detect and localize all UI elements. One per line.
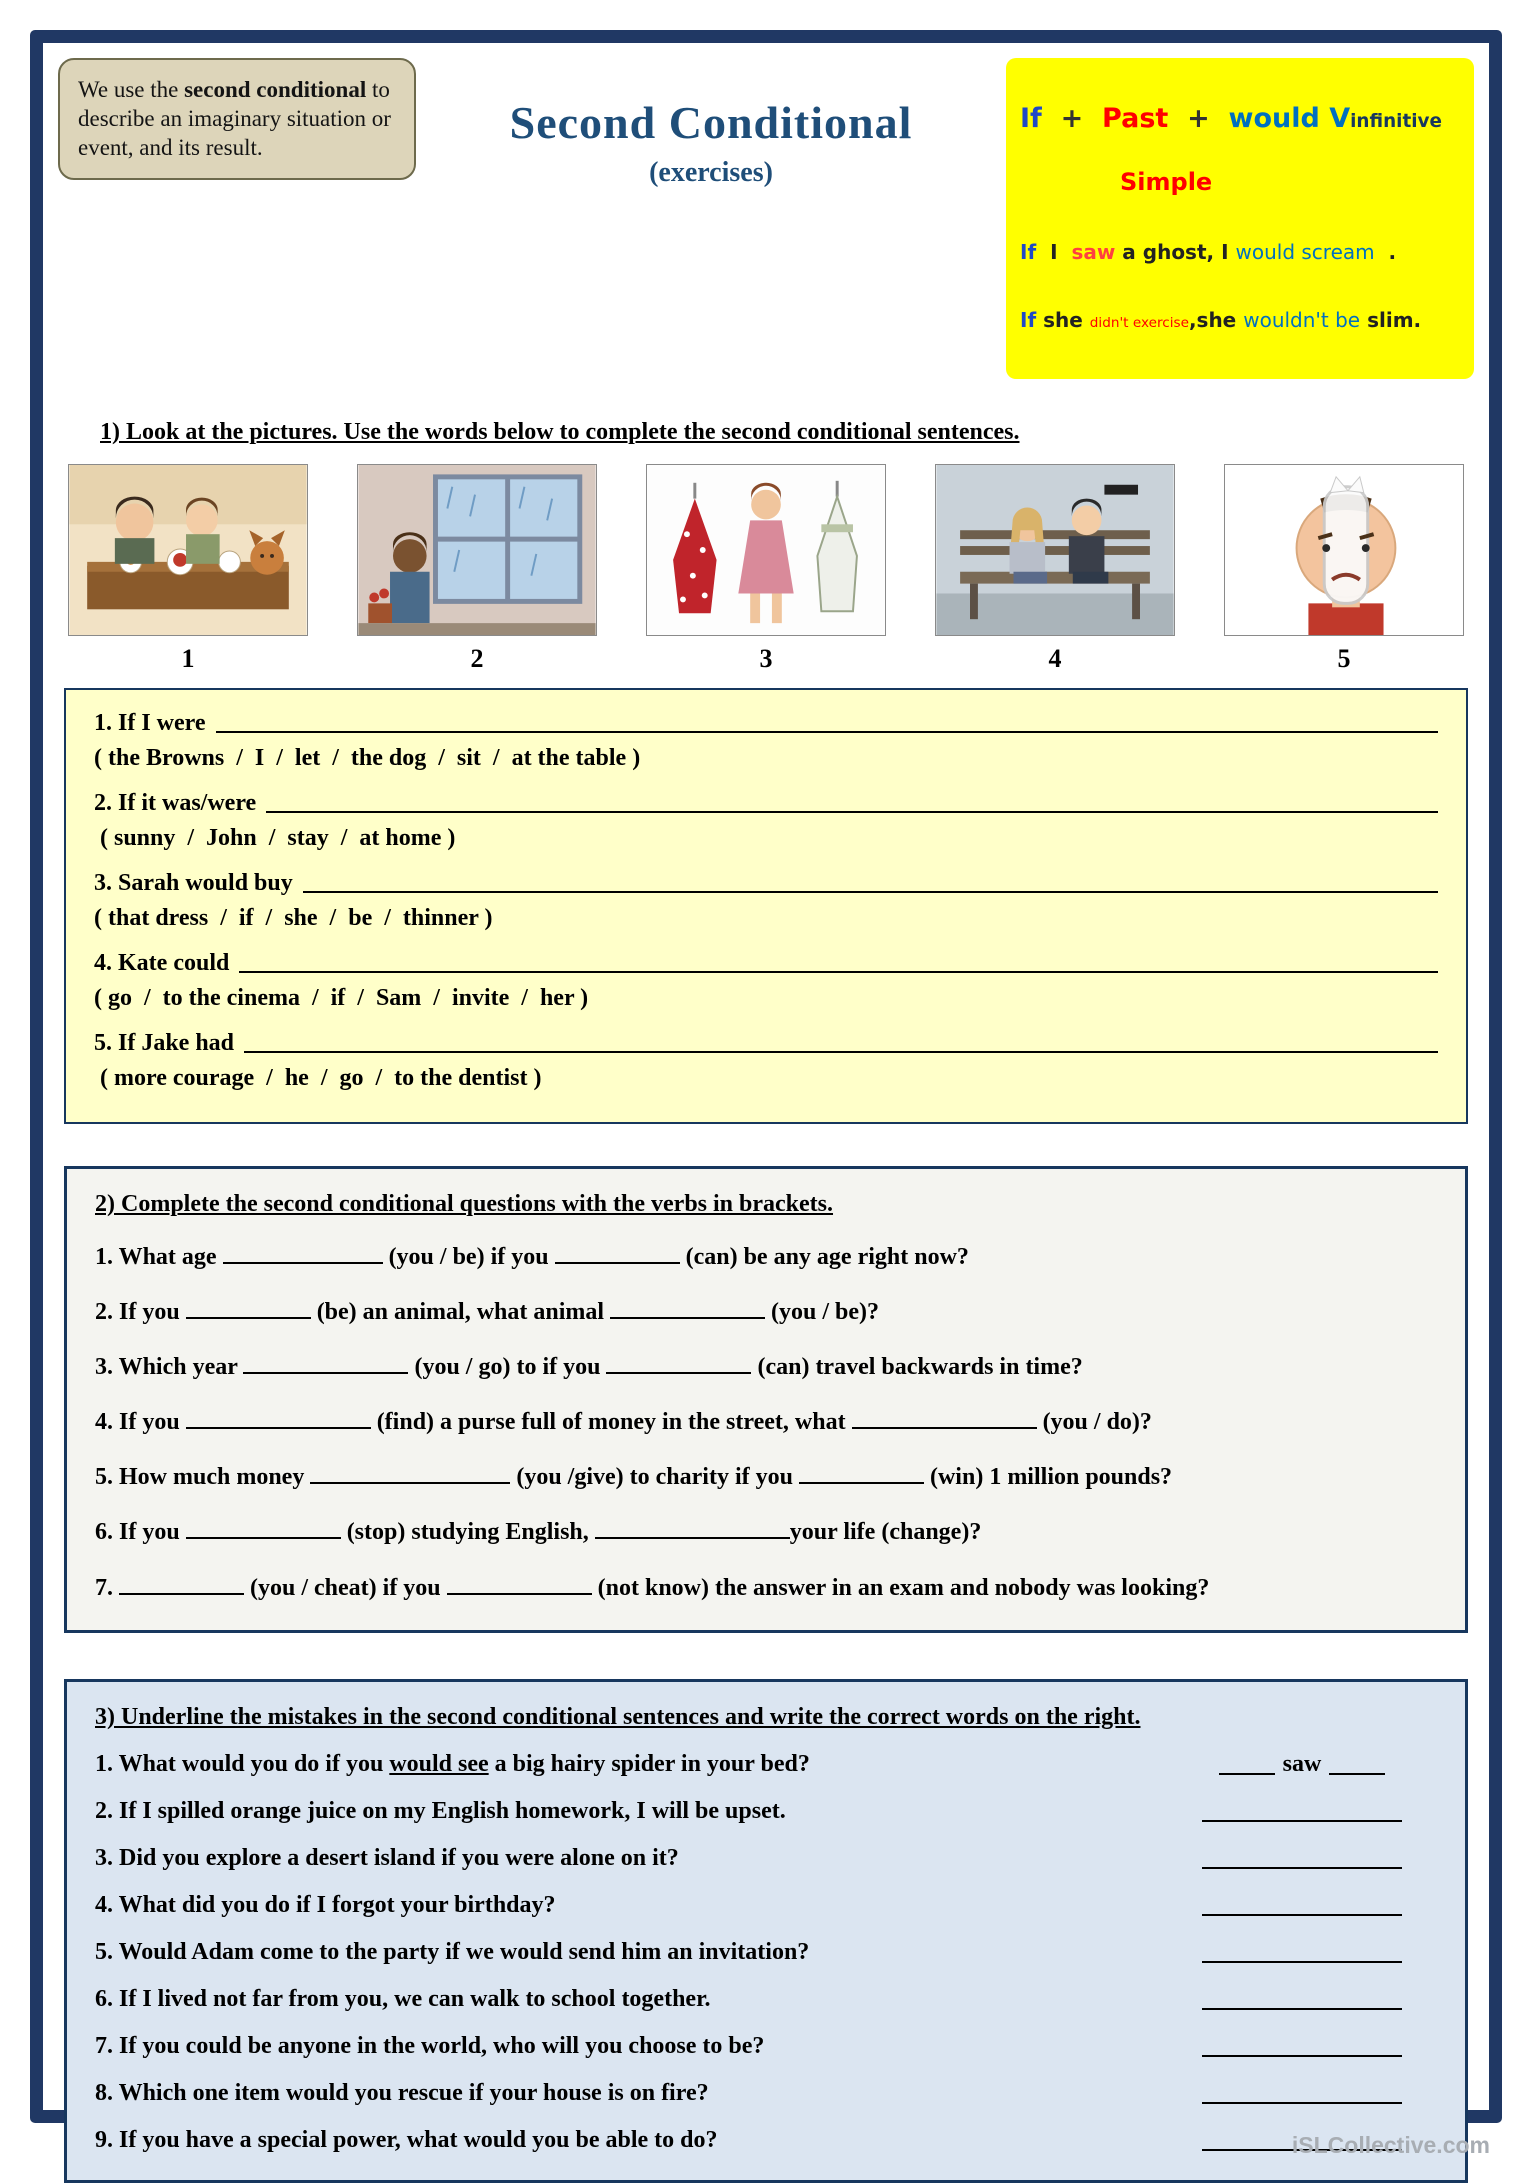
sentence-with-mistake [95,1892,1167,1919]
intro-note-box [58,58,416,180]
sentence-with-mistake [95,2127,1167,2154]
exercise2-question [95,1462,1437,1493]
answer-blank[interactable] [1202,2083,1402,2103]
text-segment: + [1168,102,1229,134]
answer-blank[interactable] [239,951,1438,973]
answer-blank[interactable] [1329,1754,1385,1774]
sentence-stem: 1. If I were [94,709,206,736]
picture-couple-on-bench [935,464,1175,674]
exercise2-question [95,1242,1437,1273]
text-segment: 3. Which year [95,1353,244,1380]
text-segment: If [1020,102,1042,134]
couple-on-bench-illustration [935,464,1175,636]
exercise1-item [94,790,1438,852]
exercise3-sentence-row [95,1798,1437,1825]
text-segment: 4. What did you do if I forgot your birthday? [95,1891,556,1918]
picture-number: 1 [181,643,195,673]
text-segment: 2. If you [95,1298,186,1325]
text-segment: would scream [1235,239,1375,264]
title-block [416,58,1006,189]
text-segment: (you /give) to charity if you [510,1464,799,1491]
answer-blank[interactable] [595,1519,790,1539]
exercise2-question [95,1407,1437,1438]
text-segment: + [1041,102,1103,134]
man-with-toothache-illustration [1224,464,1464,636]
text-segment: (be) an animal, what animal [310,1298,611,1325]
exercise3-sentence-row [95,2033,1437,2060]
text-segment: Simple [1120,167,1213,196]
sentence-with-mistake [95,1751,1167,1778]
text-segment: Past [1102,102,1169,134]
picture-rainy-window [357,464,597,674]
exercise1-item [94,710,1438,772]
word-prompt: ( go / to the cinema / if / Sam / invite / her ) [94,984,589,1011]
text-segment: 1. What age [95,1243,223,1270]
exercise1-item [94,950,1438,1012]
picture-number: 3 [759,643,773,673]
answer-blank[interactable] [1202,1801,1402,1821]
word-prompt: ( more courage / he / go / to the dentist ) [94,1064,542,1091]
answer-blank[interactable] [1219,1754,1275,1774]
correction-area [1167,1895,1437,1918]
text-segment: didn't exercise [1089,314,1189,331]
text-segment: 8. Which one item would you rescue if your house is on fire? [95,2079,709,2106]
exercise3-header: 3) Underline the mistakes in the second conditional sentences and write the correct words on the right. [95,1703,1141,1730]
sentence-stem: 2. If it was/were [94,789,257,816]
exercise2-header: 2) Complete the second conditional questions with the verbs in brackets. [95,1190,834,1217]
correction-area [1167,1848,1437,1871]
word-prompt: ( sunny / John / stay / at home ) [94,824,456,851]
correction-area [1167,1751,1437,1778]
picture-toothache-man [1224,464,1464,674]
text-segment: (stop) studying English, [340,1519,595,1546]
text-segment: (can) be any age right now? [679,1243,969,1270]
sentence-stem: 3. Sarah would buy [94,869,293,896]
text-segment: 2. If I spilled orange juice on my English homework, I will be upset. [95,1797,786,1824]
exercise2-box [64,1166,1468,1633]
exercise3-sentence-row [95,2127,1437,2154]
text-segment: If [1020,239,1037,264]
answer-blank[interactable] [1202,1942,1402,1962]
answer-blank[interactable] [606,1354,751,1374]
answer-blank[interactable] [1202,1895,1402,1915]
answer-blank[interactable] [799,1464,924,1484]
exercise3-sentence-row [95,1751,1437,1778]
sentence-with-mistake [95,1845,1167,1872]
sentence-with-mistake [95,1939,1167,1966]
correction-area [1167,2036,1437,2059]
text-segment: (can) travel backwards in time? [751,1353,1083,1380]
text-segment: 4. If you [95,1409,186,1436]
sentence-with-mistake [95,1986,1167,2013]
text-segment: (you / do)? [1036,1409,1152,1436]
formula-line-simple [1020,169,1460,197]
text-segment: I [1214,239,1236,264]
text-segment: saw [1071,239,1116,264]
correction-area [1167,1989,1437,2012]
text-segment: 9. If you have a special power, what would you be able to do? [95,2126,718,2153]
family-dinner-illustration [68,464,308,636]
answer-blank[interactable] [186,1409,371,1429]
text-segment: would see [389,1750,489,1777]
text-segment: wouldn't be [1243,307,1361,332]
answer-blank[interactable] [216,711,1438,733]
answer-blank[interactable] [186,1519,341,1539]
sentence-with-mistake [95,1798,1167,1825]
answer-blank[interactable] [119,1574,244,1594]
text-segment: (find) a purse full of money in the street, what [370,1409,852,1436]
text-segment: 7. If you could be anyone in the world, who will you choose to be? [95,2032,765,2059]
correction-area [1167,2083,1437,2106]
correction-area [1167,1801,1437,1824]
pictures-row [58,464,1474,674]
text-segment: a big hairy spider in your bed? [488,1750,810,1777]
answer-blank[interactable] [310,1464,510,1484]
picture-family-dinner [68,464,308,674]
picture-number: 4 [1048,643,1062,673]
formula-line-structure [1020,103,1460,134]
word-prompt: ( the Browns / I / let / the dog / sit / at the table ) [94,744,641,771]
text-segment: (you / be) if you [382,1243,555,1270]
text-segment: 5. Would Adam come to the party if we would send him an invitation? [95,1938,810,1965]
sentence-with-mistake [95,2080,1167,2107]
exercise3-sentence-row [95,1845,1437,1872]
text-segment: (you / cheat) if you [244,1574,447,1601]
text-segment: (you / go) to if you [408,1353,607,1380]
picture-dress-shopping [646,464,886,674]
formula-example-ghost [1020,241,1460,264]
text-segment: she [1036,307,1090,332]
text-segment: ,she [1188,307,1244,332]
text-segment: 6. If you [95,1519,186,1546]
text-segment: slim. [1360,307,1422,332]
exercise3-items [95,1751,1437,2154]
answer-blank[interactable] [1202,1848,1402,1868]
text-segment: a ghost, [1115,239,1215,264]
answer-blank[interactable] [555,1243,680,1263]
page-subtitle: (exercises) [649,157,773,188]
text-segment: infinitive [1350,110,1442,132]
text-segment: (you / be)? [765,1298,880,1325]
correction-word: saw [1282,1750,1322,1777]
answer-blank[interactable] [266,791,1438,813]
watermark: iSLCollective.com [1291,2132,1490,2158]
text-segment: If [1020,307,1037,332]
exercise1-header: 1) Look at the pictures. Use the words below to complete the second conditional sentences. [100,418,1020,445]
text-segment: 1. What would you do if you [95,1750,390,1777]
text-segment: 5. How much money [95,1464,311,1491]
sentence-with-mistake [95,2033,1167,2060]
picture-number: 2 [470,643,484,673]
answer-blank[interactable] [244,1031,1438,1053]
exercise3-sentence-row [95,1892,1437,1919]
header-row [58,58,1474,379]
exercise1-item [94,1030,1438,1092]
exercise3-box [64,1679,1468,2183]
picture-number: 5 [1337,643,1351,673]
page-title: Second Conditional [509,97,913,148]
formula-example-exercise [1020,309,1460,332]
text-segment: 3. Did you explore a desert island if you were alone on it? [95,1844,679,1871]
answer-blank[interactable] [303,871,1438,893]
exercise2-question [95,1352,1437,1383]
exercise1-box [64,688,1468,1124]
answer-blank[interactable] [1202,1989,1402,2009]
exercise2-question [95,1297,1437,1328]
exercise3-sentence-row [95,1939,1437,1966]
text-segment: your life (change)? [789,1519,982,1546]
answer-blank[interactable] [186,1298,311,1318]
text-segment: would V [1228,102,1351,134]
text-segment: 6. If I lived not far from you, we can walk to school together. [95,1985,711,2012]
answer-blank[interactable] [1202,2036,1402,2056]
sentence-stem: 4. Kate could [94,949,230,976]
answer-blank[interactable] [852,1409,1037,1429]
text-segment: (not know) the answer in an exam and nobody was looking? [591,1574,1210,1601]
woman-choosing-dress-illustration [646,464,886,636]
text-segment: We use the [78,77,185,102]
correction-area [1167,1942,1437,1965]
text-segment: I [1036,239,1072,264]
text-segment: (win) 1 million pounds? [923,1464,1173,1491]
exercise2-question [95,1573,1437,1604]
formula-box [1006,58,1474,379]
text-segment: second conditional [184,77,367,102]
exercise1-item [94,870,1438,932]
exercise3-sentence-row [95,1986,1437,2013]
word-prompt: ( that dress / if / she / be / thinner ) [94,904,493,931]
answer-blank[interactable] [447,1574,592,1594]
boy-at-rainy-window-illustration [357,464,597,636]
text-segment: 7. [95,1574,119,1601]
exercise3-sentence-row [95,2080,1437,2107]
exercise1-items [94,710,1438,1092]
answer-blank[interactable] [243,1354,408,1374]
answer-blank[interactable] [610,1298,765,1318]
answer-blank[interactable] [223,1243,383,1263]
text-segment: . [1374,239,1397,264]
sentence-stem: 5. If Jake had [94,1029,235,1056]
exercise2-items [95,1242,1437,1604]
exercise2-question [95,1517,1437,1548]
text-segment: to describe an imaginary situation or event, and its result. [78,77,397,160]
